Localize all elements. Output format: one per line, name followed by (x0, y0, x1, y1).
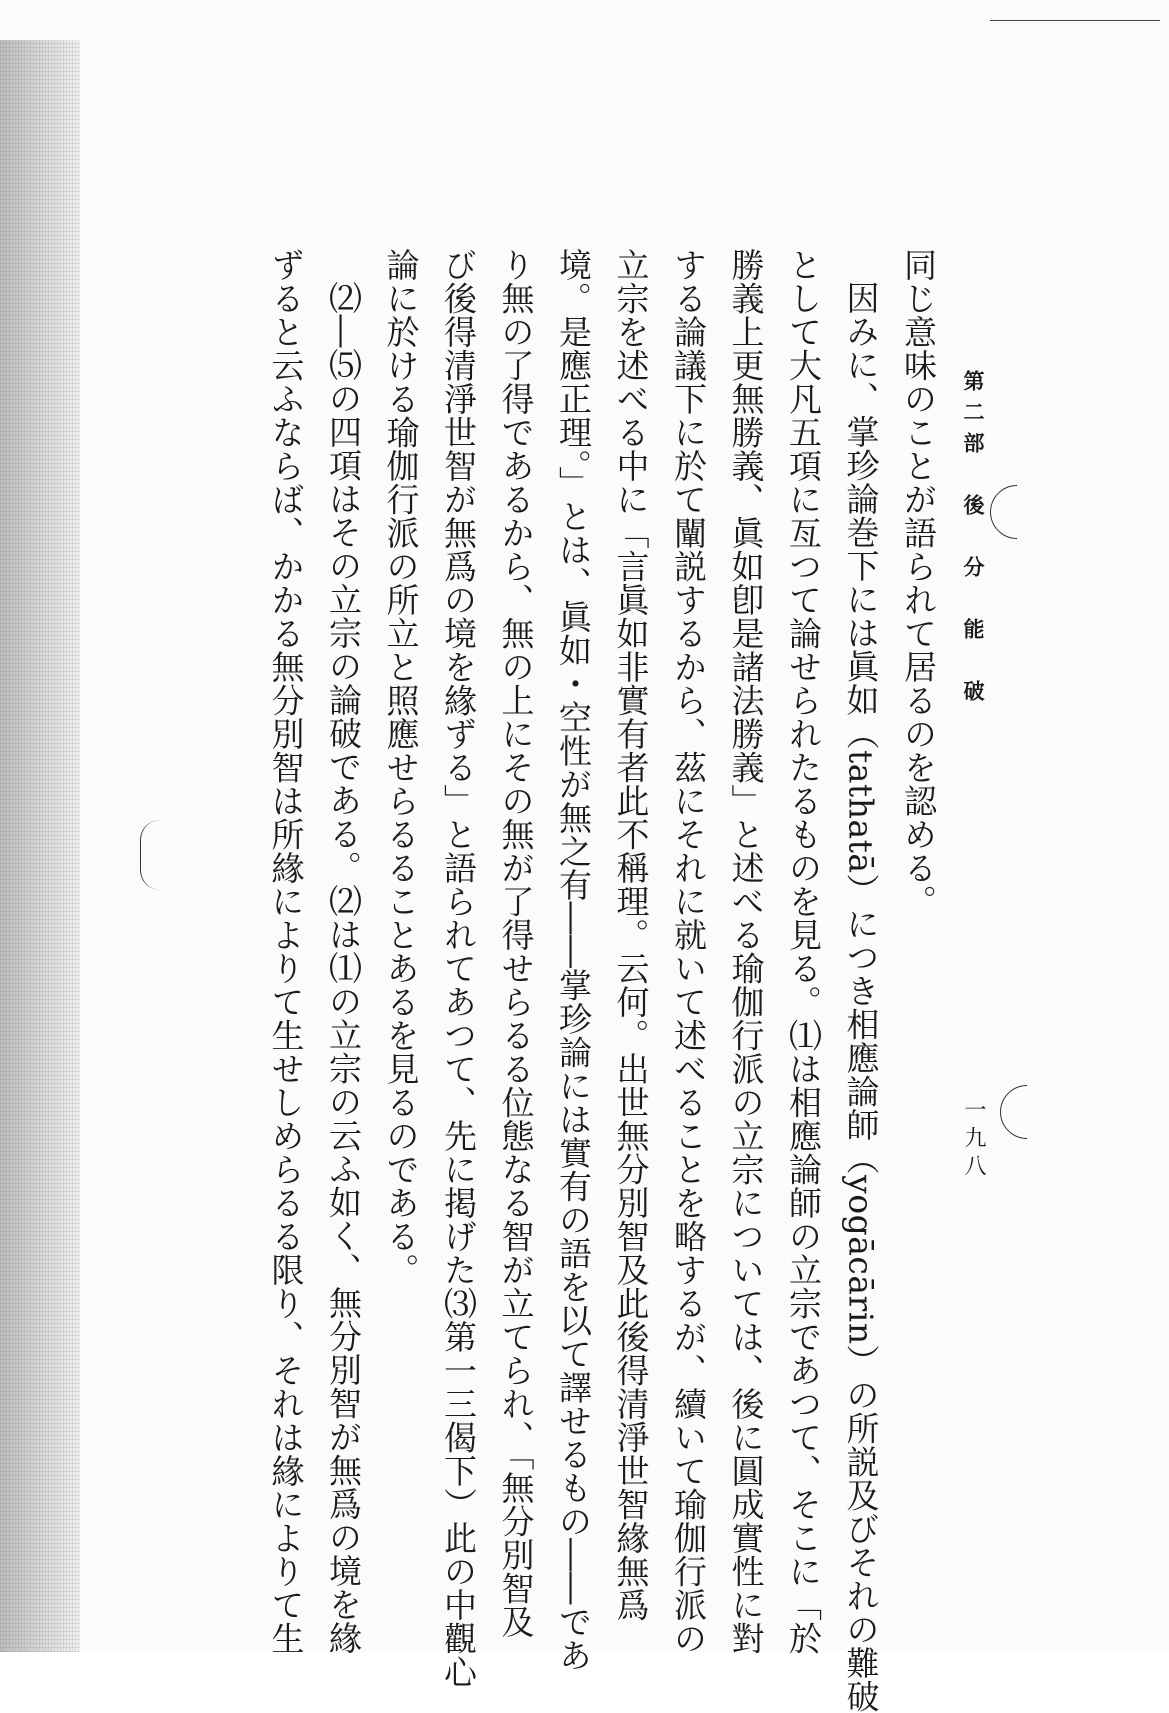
text-column: ずると云ふならば、かかる無分別智は所緣によりて生せしめらるる限り、それは緣によりて生 (266, 248, 306, 1655)
text-column: び後得清淨世智が無爲の境を緣ずる」と語られてあつて、先に掲げた⑶第一三偈下）此の中觀心 (439, 248, 478, 1689)
pencil-mark (140, 820, 161, 890)
binding-hole-mark (989, 1074, 1065, 1150)
text-column: 論に於ける瑜伽行派の所立と照應せらるることあるを見るのである。 (381, 248, 421, 1287)
text-column: 勝義上更無勝義、眞如卽是諸法勝義」と述べる瑜伽行派の立宗については、後に圓成實性に對 (726, 248, 766, 1655)
text-column: 境。是應正理。」とは、眞如・空性が無之有――掌珍論には實有の語を以て譯せるもの――であ (554, 248, 593, 1672)
text-column: として大凡五項に亙つて論せられたるものを見る。⑴は相應論師の立宗であつて、そこに「於 (784, 248, 823, 1655)
text-column: 同じ意味のことが語られて居るのを認める。 (899, 248, 938, 918)
text-column: り無の了得であるから、無の上にその無が了得せらるる位態なる智が立てられ、「無分別智及 (496, 248, 536, 1639)
body-text (257, 248, 947, 1713)
text-column: する論議下に於て闡説するから、茲にそれに就いて述べることを略するが、續いて瑜伽行派の (669, 248, 708, 1655)
page-number: 一九八 (961, 1098, 986, 1182)
scan-edge-shadow (0, 40, 80, 1652)
top-rule (990, 20, 1160, 21)
text-column: ⑵―⑸の四項はその立宗の論破である。⑵は⑴の立宗の云ふ如く、無分別智が無爲の境を緣 (324, 281, 363, 1655)
binding-hole-mark (979, 474, 1055, 550)
text-column: 立宗を述べる中に「言眞如非實有者此不稱理。云何。出世無分別智及此後得清淨世智緣無爲 (611, 248, 651, 1622)
text-column: 因みに、掌珍論巻下には眞如（tathatā）につき相應論師（yogācārin）の所説及びそれの難破 (841, 281, 881, 1713)
running-head: 第二部 後 分 能 破 (961, 370, 986, 711)
